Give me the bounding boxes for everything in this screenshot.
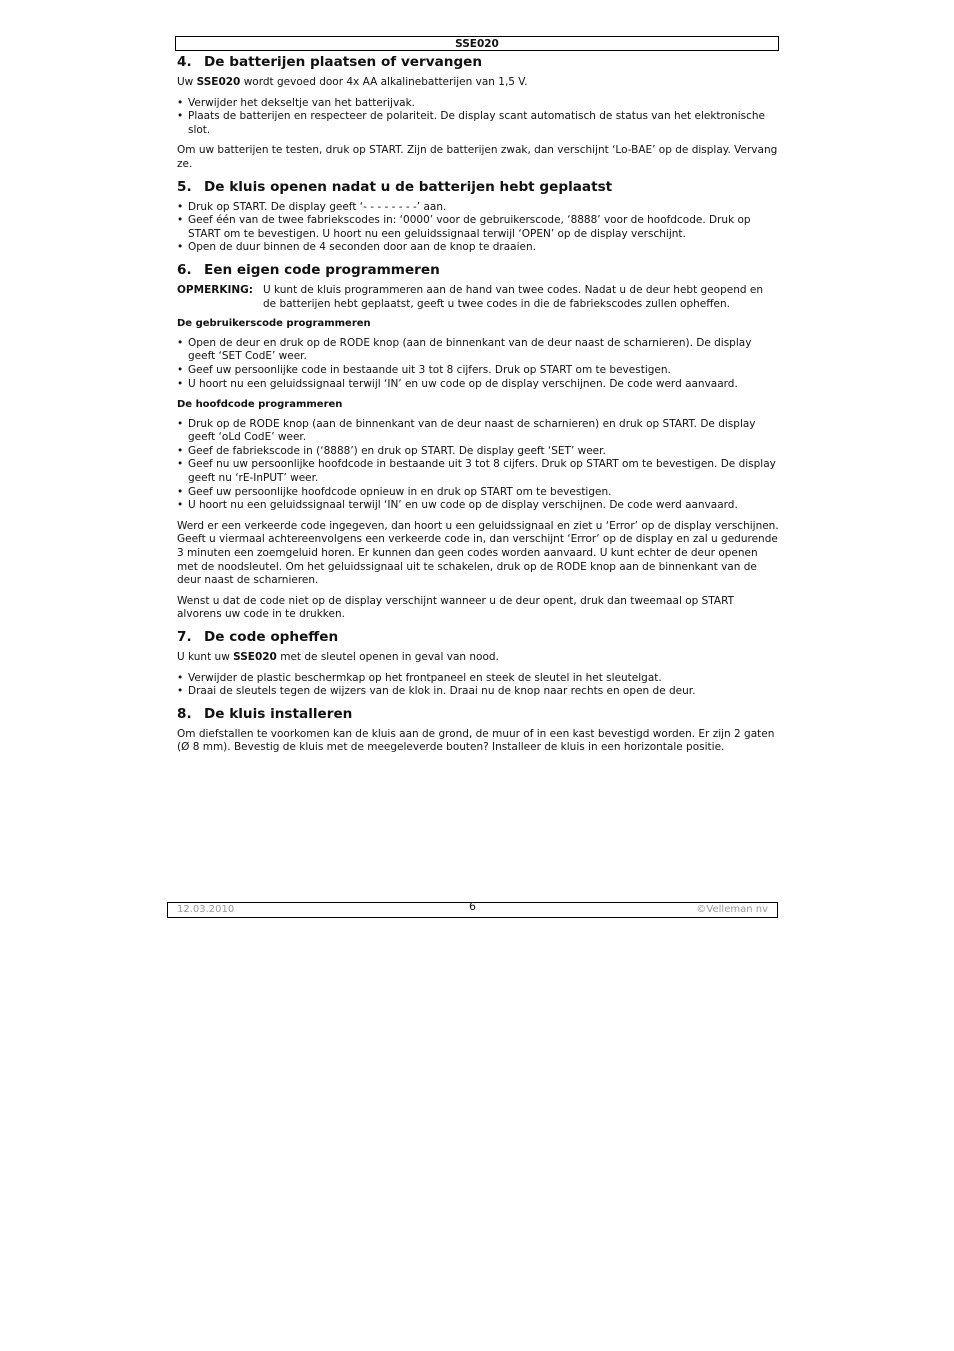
list-item: • Druk op de RODE knop (aan de binnenkant van de deur naast de scharnieren) en druk op START. De display geeft ‘oLd CodE’ weer. [177, 418, 779, 445]
section-7-heading [177, 629, 779, 646]
user-code-list [177, 337, 779, 391]
section-7 [177, 629, 779, 699]
section-6-heading [177, 262, 779, 279]
model-name: SSE020 [196, 76, 241, 88]
intro-text: met de sleutel openen in geval van nood. [276, 651, 499, 663]
section-8-paragraph: Om diefstallen te voorkomen kan de kluis aan de grond, de muur of in een kast bevestigd worden. Er zijn 2 gaten (Ø 8 mm). Bevestig de kluis met de meegeleverde bouten? Installeer de kluis in een horizontale positie. [177, 727, 775, 754]
list-item: • Verwijder het dekseltje van het batterijvak. [177, 97, 779, 111]
section-4-heading [177, 54, 779, 71]
section-5-title: De kluis openen nadat u de batterijen hebt geplaatst [204, 178, 613, 195]
header-model: SSE020 [455, 38, 499, 50]
list-item: • Plaats de batterijen en respecteer de polariteit. De display scant automatisch de status van het elektronische slot. [177, 110, 779, 137]
section-4-paragraph: Om uw batterijen te testen, druk op START. Zijn de batterijen zwak, dan verschijnt ‘Lo-BAE’ op de display. Vervang ze. [177, 144, 778, 170]
intro-text: U kunt uw [177, 651, 234, 663]
section-5-number: 5. [177, 178, 192, 195]
list-item: • Open de deur en druk op de RODE knop (aan de binnenkant van de deur naast de scharnieren). De display geeft ‘SET CodE’ weer. [177, 337, 779, 364]
list-item: • Druk op START. De display geeft ‘- - - - - - - -’ aan. [177, 201, 779, 215]
note-text: U kunt de kluis programmeren aan de hand van twee codes. Nadat u de deur hebt geopend en de batterijen hebt geplaatst, geeft u twee codes in die de fabriekscodes zullen opheffen. [263, 283, 763, 310]
master-code-list [177, 418, 779, 513]
section-7-list [177, 672, 779, 699]
list-item: • Geef één van de twee fabriekscodes in: ‘0000’ voor de gebruikerscode, ‘8888’ voor de hoofdcode. Druk op START om te bevestigen. U hoort nu een geluidssignaal terwijl ‘OPEN’ op de display verschijnt. [177, 214, 779, 241]
section-4-number: 4. [177, 54, 192, 70]
section-8-number: 8. [177, 705, 192, 722]
section-7-number: 7. [177, 629, 192, 645]
page-header [175, 36, 779, 51]
list-item: • Draai de sleutels tegen de wijzers van de klok in. Draai nu de knop naar rechts en open de deur. [177, 685, 779, 699]
section-4-intro [177, 76, 779, 90]
list-item: • Geef de fabriekscode in (‘8888’) en druk op START. De display geeft ‘SET’ weer. [177, 445, 779, 459]
page-number: 6 [469, 900, 476, 913]
list-item: • U hoort nu een geluidssignaal terwijl ‘IN’ en uw code op de display verschijnen. De code werd aanvaard. [177, 499, 779, 513]
subheading-master-code: De hoofdcode programmeren [177, 399, 343, 411]
intro-text: wordt gevoed door 4x AA alkalinebatterijen van 1,5 V. [240, 76, 528, 88]
document-body [177, 54, 779, 762]
list-item: • Geef nu uw persoonlijke hoofdcode in bestaande uit 3 tot 8 cijfers. Druk op START om te bevestigen. De display geeft nu ‘rE-InPUT’ weer. [177, 458, 779, 485]
section-7-title: De code opheffen [204, 629, 339, 645]
model-name: SSE020 [233, 651, 277, 663]
list-item: • Geef uw persoonlijke code in bestaande uit 3 tot 8 cijfers. Druk op START om te bevestigen. [177, 364, 779, 378]
footer-copyright: ©Velleman nv [696, 904, 768, 915]
section-4 [177, 54, 779, 172]
section-6-number: 6. [177, 261, 192, 278]
list-item: • Geef uw persoonlijke hoofdcode opnieuw in en druk op START om te bevestigen. [177, 486, 779, 500]
list-item: • Open de duur binnen de 4 seconden door aan de knop te draaien. [177, 241, 779, 255]
intro-text: Uw [177, 76, 197, 88]
section-8-heading [177, 706, 779, 723]
section-4-list [177, 97, 779, 138]
subheading-user-code: De gebruikerscode programmeren [177, 318, 371, 330]
note-label: OPMERKING: [177, 283, 253, 296]
section-5-list [177, 201, 779, 255]
list-item: • Verwijder de plastic beschermkap op het frontpaneel en steek de sleutel in het sleutelgat. [177, 672, 779, 686]
section-6 [177, 262, 779, 622]
section-8-title: De kluis installeren [204, 705, 353, 722]
section-4-title: De batterijen plaatsen of vervangen [204, 54, 483, 70]
list-item: • U hoort nu een geluidssignaal terwijl ‘IN’ en uw code op de display verschijnen. De code werd aanvaard. [177, 378, 779, 392]
section-8 [177, 706, 779, 755]
section-6-title: Een eigen code programmeren [204, 261, 440, 278]
error-paragraph: Werd er een verkeerde code ingegeven, dan hoort u een geluidssignaal en ziet u ‘Error’ op de display verschijnen. Geeft u viermaal achtereenvolgens een verkeerde code in, dan verschijnt ‘Error’ op de display en zal u gedurende 3 minuten een zoemgeluid horen. Er kunnen dan geen codes worden aanvaard. U kunt echter de deur openen met de noodsleutel. Om het geluidssignaal uit te schakelen, druk op de RODE knop aan de binnenkant van de deur naast de scharnieren. [177, 519, 779, 587]
section-5-heading [177, 179, 779, 196]
note [177, 284, 779, 311]
section-5 [177, 179, 779, 255]
section-7-intro [177, 651, 779, 665]
hide-code-paragraph: Wenst u dat de code niet op de display verschijnt wanneer u de deur opent, druk dan tweemaal op START alvorens uw code in te drukken. [177, 594, 735, 621]
footer-date: 12.03.2010 [177, 904, 235, 915]
page-footer [167, 902, 778, 918]
